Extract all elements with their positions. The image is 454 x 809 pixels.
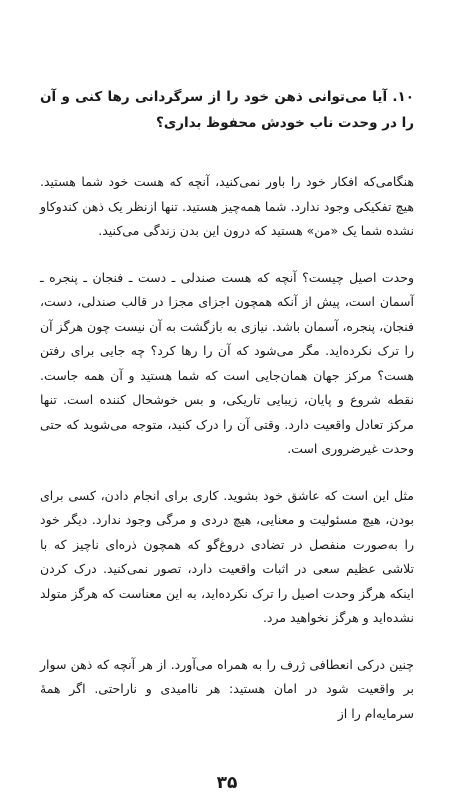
paragraph-1: هنگامی‌که افکار خود را باور نمی‌کنید، آنچه که هست خود شما هستید. هیچ تفکیکی وجود ندارد. شما همه‌چیز هستید. تنها ازنظر یک ذهن کندوکاو نشده شما یک «من» هستید که درون این بدن زندگی می‌کنید. <box>40 174 414 238</box>
paragraph-2: وحدت اصیل چیست؟ آنچه که هست صندلی ـ دست ـ فنجان ـ پنجره ـ آسمان است، پیش از آنکه همچون اجزای مجزا در قالب صندلی، دست، فنجان، پنجره، آسمان باشد. نیازی به بازگشت به آن نیست چون هرگز آن را ترک نکرده‌اید. مگر می‌شود که آن را رها کرد؟ چه جایی برای رفتن هست؟ مرکز جهان همان‌جایی است که شما هستید و آن همه جاست. نقطه شروع و پایان، زیبایی تاریکی، و بس خوشحال کننده است. تنها مرکز تعادل واقعیت دارد. وقتی آن را درک کنید، متوجه می‌شوید که حتی وحدت غیرضروری است. <box>40 269 414 456</box>
question-heading: ۱۰. آیا می‌توانی ذهن خود را از سرگردانی رها کنی و آن را در وحدت ناب خودش محفوظ بداری؟ <box>40 89 414 131</box>
page-number: ۳۵ <box>216 773 238 793</box>
paragraph-4: چنین درکی انعطافی ژرف را به همراه می‌آورد. از هر آنچه که ذهن سوار بر واقعیت شود در امان هستید: هر ناامیدی و ناراحتی. اگر همهٔ سرمایه‌ام را از <box>40 656 414 721</box>
paragraph-3: مثل این است که عاشق خود بشوید. کاری برای انجام دادن، کسی برای بودن، هیچ مسئولیت و معنایی، هیچ دردی و مرگی وجود ندارد. دیگر خود را به‌صورت منفصل در تضادی دروغ‌گو که همچون ذره‌ای ناچیز که با تلاشی عظیم سعی در اثبات واقعیت دارد، تصور نمی‌کنید. درک کردن اینکه هرگز وحدت اصیل را ترک نکرده‌اید، به این معناست که هرگز متولد نشده‌اید و هرگز نخواهید مرد. <box>40 487 414 625</box>
